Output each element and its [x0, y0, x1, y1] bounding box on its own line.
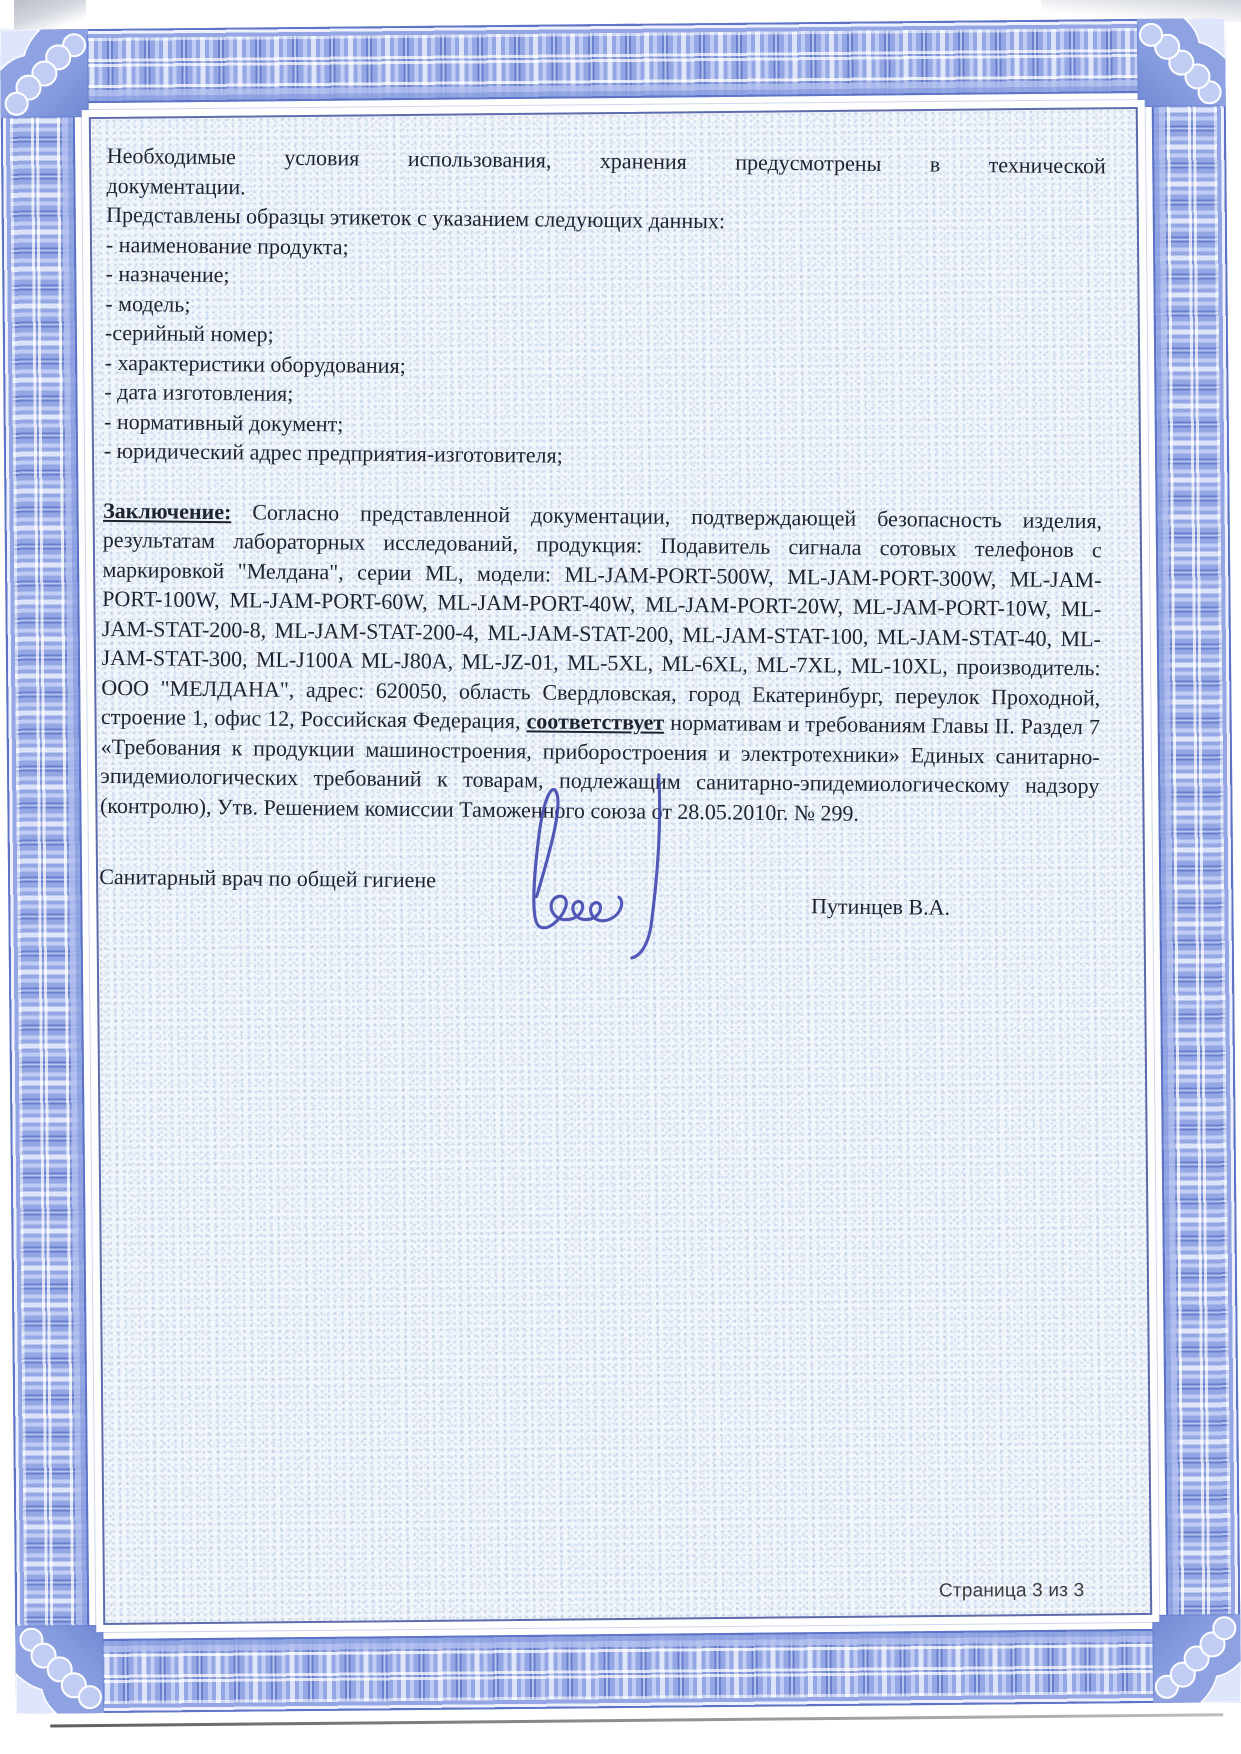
signature-row	[98, 848, 1098, 998]
document-body-area	[89, 107, 1152, 1625]
guilloche-border-top	[0, 18, 1226, 104]
page-number: Страница 3 из 3	[938, 1580, 1085, 1602]
corner-ornament-top-left	[0, 29, 89, 118]
signer-role: Санитарный врач по общей гигиене	[99, 863, 437, 893]
list-item: - дата изготовления;	[104, 378, 294, 406]
labels-intro-paragraph: Представлены образцы этикеток с указанием следующих данных:	[106, 201, 726, 234]
signer-name: Путинцев В.А.	[810, 893, 951, 920]
conclusion-text-after: нормативам и требованиям Главы II. Раздел 7 «Требования к продукции машиностроения, приборостроения и электротехники» Единых санитарно-эпидемиологических требований к товарам, подлежащим санитарно-эпидемиологическому надзору (контролю), Утв. Решением комиссии Таможенного союза от 28.05.2010г. № 299.	[99, 709, 1101, 826]
scanner-shadow-top-left	[14, 0, 86, 30]
list-item: - характеристики оборудования;	[104, 349, 406, 378]
guilloche-border-bottom	[15, 1628, 1241, 1714]
list-item: -серийный номер;	[104, 319, 274, 347]
label-data-list	[104, 229, 1105, 475]
list-item: - нормативный документ;	[103, 408, 344, 436]
scanner-shadow-bottom-line	[50, 1713, 1223, 1727]
certificate-paper	[0, 18, 1241, 1714]
corner-ornament-top-right	[1137, 18, 1226, 107]
corner-ornament-bottom-right	[1152, 1614, 1241, 1703]
document-text	[98, 141, 1106, 998]
conclusion-emphasis: соответствует	[526, 708, 665, 735]
guilloche-border-right	[1152, 92, 1241, 1629]
conditions-paragraph: Необходимые условия использования, хранения предусмотрены в технической документации.	[106, 142, 1106, 199]
handwritten-signature	[498, 770, 750, 973]
list-item: - юридический адрес предприятия-изготовителя;	[103, 437, 563, 468]
list-item: - модель;	[105, 290, 191, 317]
conclusion-text-before: Согласно представленной документации, подтверждающей безопасность изделия, результатам лабораторных исследований, продукция: Подавитель сигнала сотовых телефонов с маркировкой "Мелдана", серии ML, модели: ML-JAM-PORT-500W, ML-JAM-PORT-300W, ML-JAM-PORT-100W, ML-JAM-PORT-60W, ML-JAM-PORT-40W, ML-JAM-PORT-20W, ML-JAM-PORT-10W, ML-JAM-STAT-200-8, ML-JAM-STAT-200-4, ML-JAM-STAT-200, ML-JAM-STAT-100, ML-JAM-STAT-40, ML-JAM-STAT-300, ML-J100A ML-J80A, ML-JZ-01, ML-5XL, ML-6XL, ML-7XL, ML-10XL, производитель: ООО "МЕЛДАНА", адрес: 620050, область Свердловская, город Екатеринбург, переулок Проходной, строение 1, офис 12, Российская Федерация,	[100, 498, 1103, 734]
guilloche-border-left	[1, 103, 90, 1640]
list-item: - назначение;	[105, 260, 230, 288]
list-item: - наименование продукта;	[105, 231, 349, 259]
corner-ornament-bottom-left	[15, 1625, 104, 1714]
conclusion-heading: Заключение:	[103, 497, 232, 524]
